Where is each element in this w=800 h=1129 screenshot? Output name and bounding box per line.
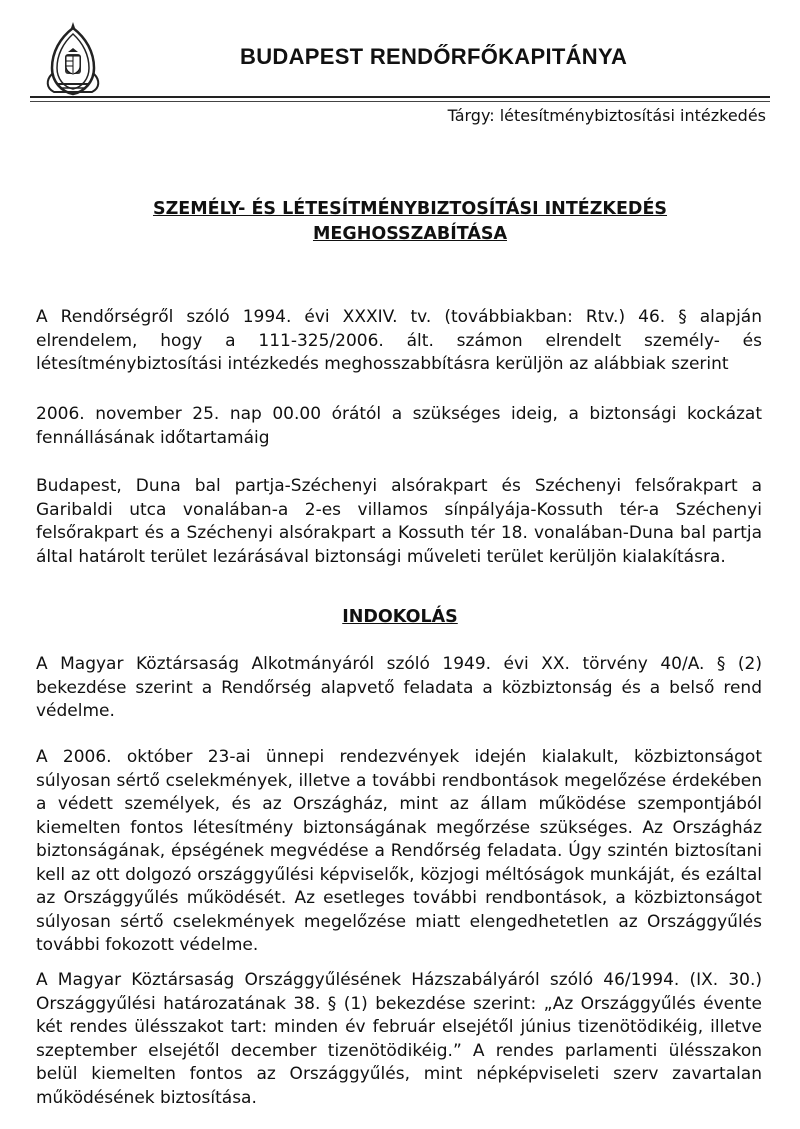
title-line-1: SZEMÉLY- ÉS LÉTESÍTMÉNYBIZTOSÍTÁSI INTÉZKEDÉS: [152, 199, 668, 219]
header-rule: [30, 96, 770, 98]
paragraph-rules: A Magyar Köztársaság Országgyűlésének Házszabályáról szóló 46/1994. (IX. 30.) Országgyűlési határozatának 38. § (1) bekezdése szerint: „Az Országgyűlés évente két rendes ülésszakot tart: minden év február elsejétől június tizenötödikéig, illetve szeptember elsejétől december tizenötödikéig.” A rendes parlamenti ülésszakon belül kiemelten fontos az Országgyűlés, mint népképviseleti szerv zavartalan működésének biztosítása.: [36, 970, 762, 1108]
title-line-2: MEGHOSSZABÍTÁSA: [312, 224, 508, 244]
paragraph-period: 2006. november 25. nap 00.00 órától a szükséges ideig, a biztonsági kockázat fennállásának időtartamáig: [36, 404, 762, 448]
paragraph-constitution: A Magyar Köztársaság Alkotmányáról szóló 1949. évi XX. törvény 40/A. § (2) bekezdése szerint a Rendőrség alapvető feladata a közbiztonság és a belső rend védelme.: [36, 654, 762, 721]
document-title: [100, 197, 720, 247]
header-rule-thin: [30, 101, 770, 102]
police-crest-logo: [42, 18, 104, 98]
paragraph-order: A Rendőrségről szóló 1994. évi XXXIV. tv. (továbbiakban: Rtv.) 46. § alapján elrendelem, hogy a 111-325/2006. ált. számon elrendelt személy- és létesítménybiztosítási intézkedés meghosszabbításra kerüljön az alábbiak szerint: [36, 307, 762, 374]
subject-line: Tárgy: létesítménybiztosítási intézkedés: [447, 106, 766, 125]
paragraph-justification: A 2006. október 23-ai ünnepi rendezvények idején kialakult, közbiztonságot súlyosan sértő cselekmények, illetve a további rendbontások megelőzése érdekében a védett személyek, és az Országház, mint az állam működése szempontjából kiemelten fontos létesítmény biztonságának megőrzése szükséges. Az Országház biztonságának, épségének megvédése a Rendőrség feladata. Úgy szintén biztosítani kell az ott dolgozó országgyűlési képviselők, közjogi méltóságok munkáját, és ezáltal az Országgyűlés működését. Az esetleges további rendbontások, a közbiztonságot súlyosan sértő cselekmények megelőzése miatt elengedhetetlen az Országgyűlés további fokozott védelme.: [36, 747, 762, 955]
organization-name: BUDAPEST RENDŐRFŐKAPITÁNYA: [240, 44, 628, 69]
paragraph-area: Budapest, Duna bal partja-Széchenyi alsórakpart és Széchenyi felsőrakpart a Garibaldi utca vonalában-a 2-es villamos sínpályája-Kossuth tér-a Széchenyi felsőrakpart és a Széchenyi alsórakpart a Kossuth tér 18. vonalában-Duna bal partja által határolt terület lezárásával biztonsági műveleti terület kerüljön kialakításra.: [36, 476, 762, 567]
section-heading: INDOKOLÁS: [342, 607, 458, 627]
